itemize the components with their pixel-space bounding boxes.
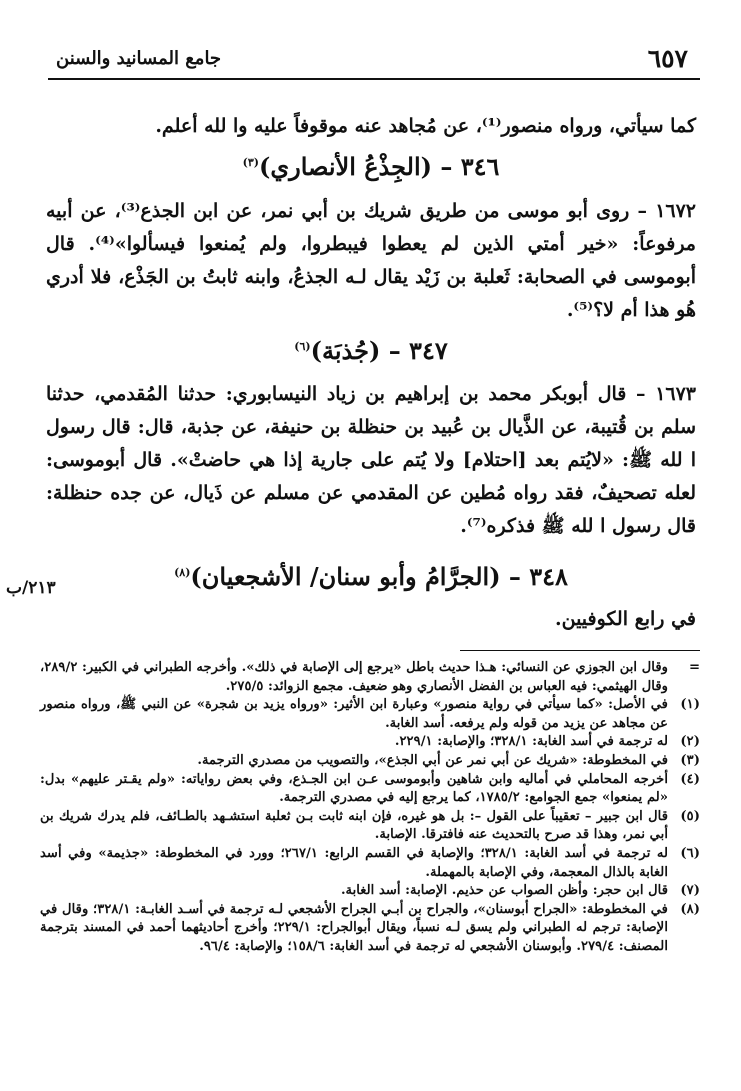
entry-text: قال أبوبكر محمد بن إبراهيم بن زياد النيسابوري: حدثنا المُقدمي، حدثنا سلم بن قُتيبة، عن الذَّيال بن عُبيد بن حنظلة بن حنيفة، عن جذبة، قال: قال رسول ا لله ﷺ: «لايُتم بعد [احتلام] ولا يُتم على جارية إذا هي حاضتْ». قال أبوموسى: لعله تصحيفٌ، فقد رواه مُطين عن المقدمي عن مسلم عن ذَيال، عن جده حنظلة: قال رسول ا لله ﷺ فذكره⁽⁷⁾. (46, 383, 696, 537)
entry-number: ١٦٧٣ – (636, 383, 697, 405)
footnote-number: (٣) (680, 752, 700, 768)
section-heading-346 (46, 150, 696, 184)
footnote-number: (٥) (680, 808, 700, 824)
footnote-number: (٨) (680, 901, 700, 917)
header-rule (48, 78, 700, 80)
footnote-3 (40, 752, 700, 771)
footnote-number: (٢) (680, 734, 700, 750)
footnote-continuation (40, 659, 700, 696)
footnote-text: له ترجمة في أسد الغابة: ٣٢٨/١؛ والإصابة في القسم الرابع: ٢٦٧/١؛ وورد في المخطوطة: «جذيمة» وفي أسد الغابة بالذال المعجمة، وفي الإصابة بالمهملة. (40, 845, 668, 880)
footnote-7 (40, 882, 700, 901)
footnote-text: قال ابن جبير – تعقيباً على القول –: بل هو غيره، فإن ابنه ثابت بـن ثعلبة استشـهد بالطـائف، فلم يدرك شريك بن أبي نمر، وهذا قد صرح بالتحديث عنه فافترقا. الإصابة. (40, 808, 668, 843)
manuscript-folio-note: ٢١٣/ب (6, 578, 56, 598)
running-title: جامع المسانيد والسنن (56, 48, 222, 69)
footnote-number: (٤) (680, 771, 700, 787)
footnotes-area (40, 650, 700, 957)
section-title: ٣٤٨ – (الجرَّامُ وأبو سنان/ الأشجعيان) (190, 562, 568, 591)
section-title: ٣٤٦ – (الجِذْعُ الأنصاري) (258, 152, 500, 181)
footnote-separator (460, 650, 700, 651)
footnote-number: = (688, 660, 700, 675)
footnote-text: قال ابن حجر: وأظن الصواب عن حذيم. الإصابة: أسد الغابة. (340, 883, 668, 899)
footnote-text: وقال ابن الجوزي عن النسائي: هـذا حديث باطل «يرجع إلى الإصابة في ذلك». وأخرجه الطبراني في الكبير: ٢٨٩/٢، وقال الهيثمي: فيه العباس بن الفضل الأنصاري وهو ضعيف. مجمع الزوائد: ٢٧٥/٥. (40, 660, 668, 694)
entry-1673 (46, 378, 696, 543)
footnote-text: في الأصل: «كما سيأتي في رواية منصور» وعبارة ابن الأثير: «ورواه يزيد بن شجرة» عن النبي ﷺ، ورواه منصور عن مجاهد عن يزيد من قوله ولم يرفعه. أسد الغابة. (40, 697, 668, 731)
footnote-5 (40, 808, 700, 845)
footnote-ref: (٦) (294, 340, 311, 353)
footnote-list (40, 659, 700, 957)
footnote-number: (١) (680, 697, 700, 713)
intro-line: كما سيأتي، ورواه منصور⁽¹⁾، عن مُجاهد عنه موقوفاً عليه وا لله أعلم. (155, 115, 696, 137)
footnote-1 (40, 696, 700, 733)
entry-text: روى أبو موسى من طريق شريك بن أبي نمر، عن ابن الجذع⁽³⁾، عن أبيه مرفوعاً: «خير أمتي الذين لم يعطوا فيبطروا، ولم يُمنعوا فيسألوا»⁽⁴⁾. قال أبوموسى في الصحابة: ثَعلبة بن زَيْد يقال لـه الجذعُ، وابنه ثابتُ بن الجَذْع، فلا أدري هُو هذا أم لا؟⁽⁵⁾. (46, 200, 696, 321)
section-title: ٣٤٧ – (جُذبَة) (310, 336, 448, 365)
footnote-text: أخرجه المحاملي في أماليه وابن شاهين وأبوموسى عـن ابن الجـذع، وفي بعض رواياته: «ولم يقـتر عليهم» بدل: «لم يمنعوا» جمع الجوامع: ١٧٨٥/٢، كما يرجع إليه في مصدري الترجمة. (40, 771, 668, 806)
running-header (48, 40, 700, 80)
intro-paragraph (46, 110, 696, 143)
footnote-number: (٦) (680, 845, 700, 861)
footnote-6 (40, 845, 700, 882)
entry-text: في رابع الكوفيين. (554, 608, 696, 630)
section-heading-348 (46, 560, 696, 594)
entry-1672 (46, 195, 696, 327)
page-number: ٦٥٧ (647, 44, 688, 73)
footnote-text: في المخطوطة: «شريك عن أبي نمر عن أبي الجذع»، والتصويب من مصدري الترجمة. (197, 752, 668, 768)
footnote-4 (40, 771, 700, 808)
footnote-text: في المخطوطة: «الجراح أبوسنان»، والجراح بن أبـي الجراح الأشجعي لـه ترجمة في أسـد الغابـة: ٣٢٨/١؛ وقال في الإصابة: ترجم له الطبراني ولم يسق لـه نسباً، ويقال أبوالجراح: ٢٢٩/١؛ وأخرج أحاديثهما أحمد في المسند بترجمة المصنف: ٢٧٩/٤. وأبوسنان الأشجعي له ترجمة في أسد الغابة: ١٥٨/٦؛ والإصابة: ٩٦/٤. (40, 901, 668, 954)
footnote-ref: (٣) (242, 156, 259, 169)
footnote-text: له ترجمة في أسد الغابة: ٣٢٨/١؛ والإصابة: ٢٢٩/١. (394, 734, 668, 750)
footnote-ref: (٨) (174, 566, 191, 579)
section-heading-347 (46, 334, 696, 368)
section-348-text (46, 603, 696, 636)
footnote-2 (40, 733, 700, 752)
footnote-number: (٧) (680, 883, 700, 899)
footnote-8 (40, 901, 700, 957)
entry-number: ١٦٧٢ – (637, 200, 697, 222)
